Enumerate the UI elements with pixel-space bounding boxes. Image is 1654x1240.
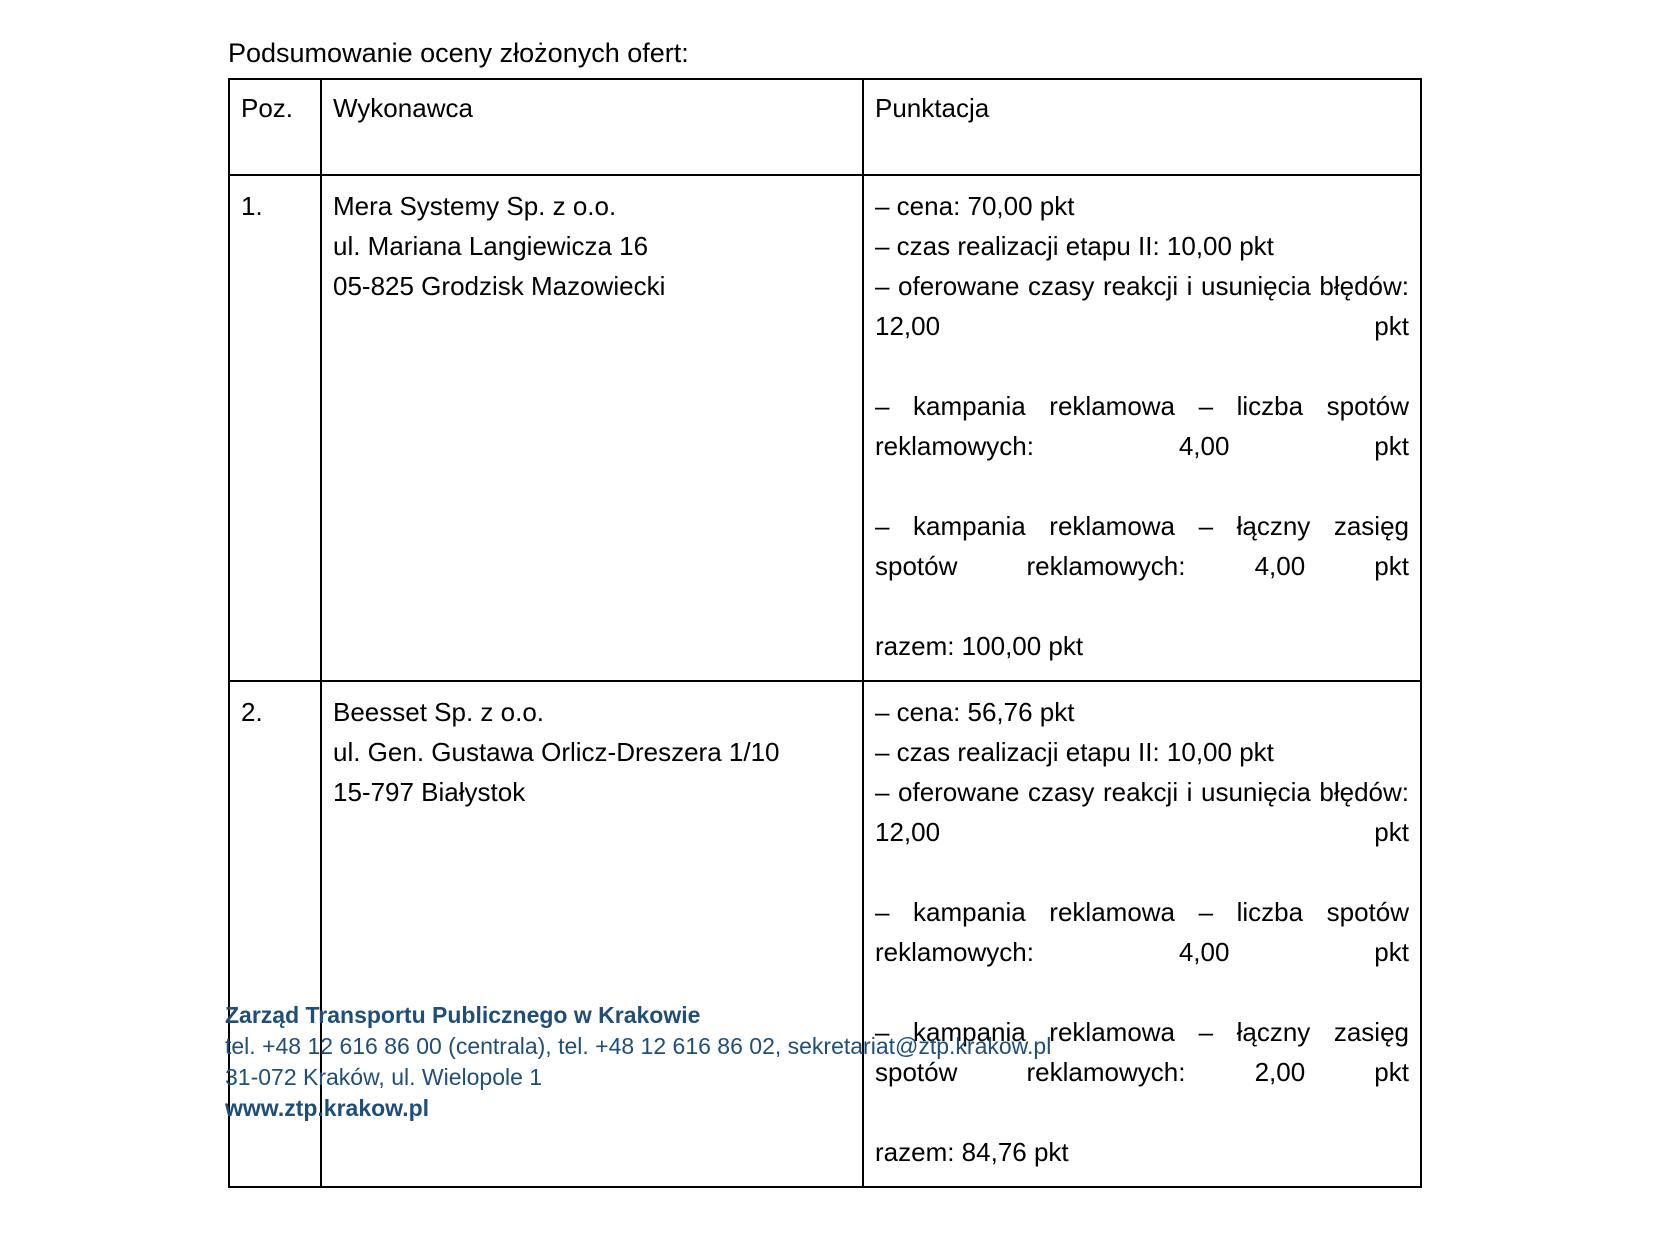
contractor-city: 15-797 Białystok — [333, 777, 526, 807]
contractor-street: ul. Gen. Gustawa Orlicz-Dreszera 1/10 — [333, 737, 780, 767]
footer-website[interactable]: www.ztp.krakow.pl — [225, 1095, 430, 1121]
score-line-stage-time: – czas realizacji etapu II: 10,00 pkt — [875, 737, 1274, 767]
page-title: Podsumowanie oceny złożonych ofert: — [228, 38, 689, 68]
table-row — [229, 175, 1421, 681]
column-header-position: Poz. — [229, 79, 321, 175]
row-position: 2. — [229, 681, 321, 1187]
contractor-name: Mera Systemy Sp. z o.o. — [333, 191, 617, 221]
score-line-total: razem: 100,00 pkt — [875, 631, 1084, 661]
score-line-total: razem: 84,76 pkt — [875, 1137, 1069, 1167]
column-header-contractor: Wykonawca — [321, 79, 863, 175]
score-line-ad-spots-count: – kampania reklamowa – liczba spotów reklamowych: 4,00 pkt — [875, 897, 1409, 967]
score-line-ad-spots-reach: – kampania reklamowa – łączny zasięg spotów reklamowych: 2,00 pkt — [875, 1017, 1409, 1087]
contractor-street: ul. Mariana Langiewicza 16 — [333, 231, 649, 261]
score-line-stage-time: – czas realizacji etapu II: 10,00 pkt — [875, 231, 1274, 261]
footer-organization: Zarząd Transportu Publicznego w Krakowie — [225, 1002, 701, 1028]
score-line-price: – cena: 56,76 pkt — [875, 697, 1075, 727]
table-header-row — [229, 79, 1421, 175]
row-contractor — [321, 175, 863, 681]
score-line-ad-spots-count: – kampania reklamowa – liczba spotów reklamowych: 4,00 pkt — [875, 391, 1409, 461]
score-line-reaction-time: – oferowane czasy reakcji i usunięcia błędów: 12,00 pkt — [875, 777, 1409, 847]
column-header-score: Punktacja — [863, 79, 1421, 175]
footer — [225, 1000, 1051, 1124]
score-line-price: – cena: 70,00 pkt — [875, 191, 1075, 221]
footer-address: 31-072 Kraków, ul. Wielopole 1 — [225, 1064, 543, 1090]
score-line-reaction-time: – oferowane czasy reakcji i usunięcia błędów: 12,00 pkt — [875, 271, 1409, 341]
score-line-ad-spots-reach: – kampania reklamowa – łączny zasięg spotów reklamowych: 4,00 pkt — [875, 511, 1409, 581]
row-score — [863, 175, 1421, 681]
footer-contact: tel. +48 12 616 86 00 (centrala), tel. +48 12 616 86 02, sekretariat@ztp.krakow.pl — [225, 1033, 1052, 1059]
contractor-name: Beesset Sp. z o.o. — [333, 697, 545, 727]
row-position: 1. — [229, 175, 321, 681]
contractor-city: 05-825 Grodzisk Mazowiecki — [333, 271, 666, 301]
